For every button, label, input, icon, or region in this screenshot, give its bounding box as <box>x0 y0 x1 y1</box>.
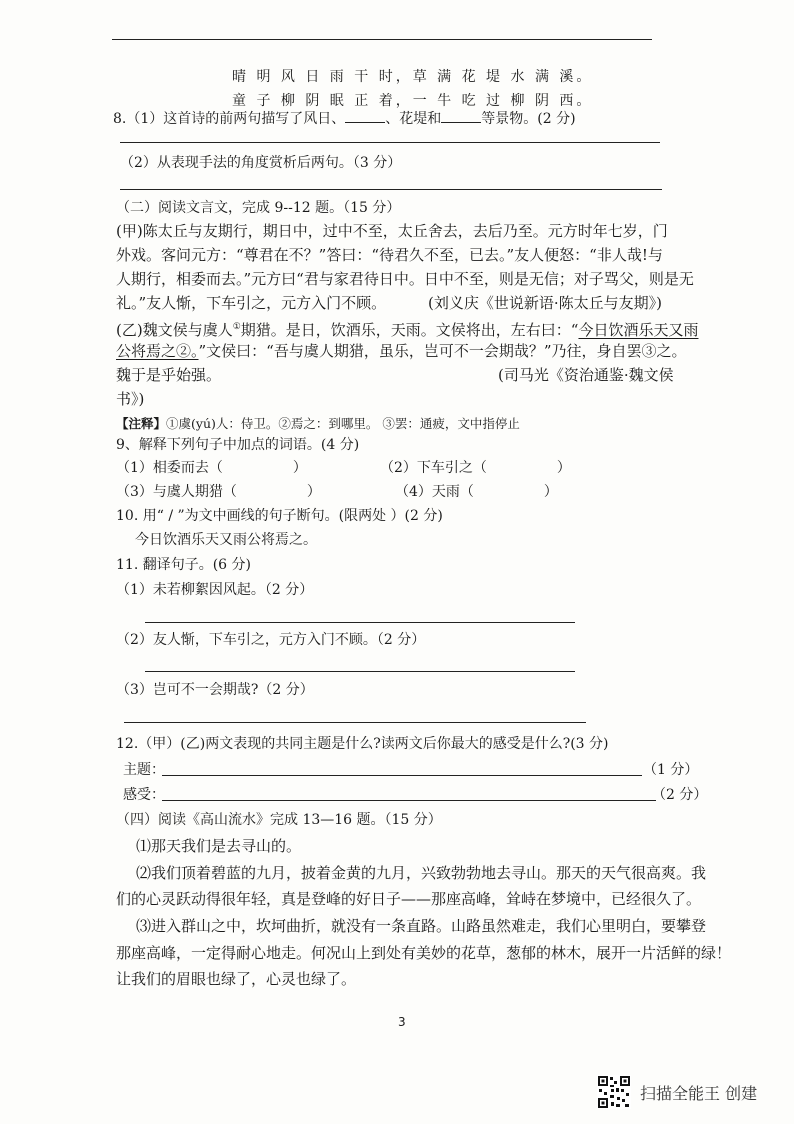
notes <box>116 414 520 432</box>
q8-part1-b: 、花堤和 <box>385 111 442 127</box>
yi-line-1-a: (乙)魏文侯与虞人 <box>116 321 233 339</box>
yi-underlined-2: 公将焉之②。 <box>116 342 199 360</box>
q11-title: 11. 翻译句子。(6 分) <box>116 557 251 573</box>
q8-part1 <box>113 108 576 129</box>
q10-title: 10. 用“ / ”为文中画线的句子断句。(限两处 ）(2 分) <box>116 508 443 524</box>
q12-feeling-score: （2 分） <box>652 787 708 803</box>
q9-title: 9、解释下列句子中加点的词语。(4 分) <box>116 437 360 453</box>
note-text: ①虞(yú)人：侍卫。②焉之：到哪里。 ③罢：通疲，文中指停止 <box>166 416 520 431</box>
q9-item-2 <box>380 458 571 478</box>
q9-item-3-close: ） <box>306 484 321 500</box>
q9-item-3 <box>116 482 321 502</box>
yi-line-3: 魏于是乎始强。 <box>116 366 222 384</box>
q12-feeling-line[interactable] <box>162 800 656 801</box>
note-label: 【注释】 <box>116 416 167 431</box>
jia-line-4: 礼。”友人惭，下车引之，元方入门不顾。 <box>116 294 387 312</box>
q9-blank-3[interactable] <box>237 482 307 496</box>
q9-blank-4[interactable] <box>474 482 544 496</box>
q9-item-1-close: ） <box>292 460 307 476</box>
q11-item-1: （1）未若柳絮因风起。（2 分） <box>116 582 314 598</box>
yi-source-1: (司马光《资治通鉴·魏文侯 <box>498 366 674 384</box>
q9-item-4 <box>395 482 558 502</box>
poem-line-2: 童 子 柳 阴 眠 正 着，一 牛 吃 过 柳 阴 西。 <box>232 93 594 109</box>
q8-blank-2[interactable] <box>441 108 481 123</box>
q9-item-4-close: ） <box>543 484 558 500</box>
yi-line-1 <box>116 316 698 341</box>
q11-answer-line-1[interactable] <box>145 622 575 623</box>
yi-underlined-1: 今日饮酒乐天又雨 <box>578 321 699 339</box>
article-para-3-line-1: ⑶进入群山之中，坎坷曲折，就没有一条直路。山路虽然难走，我们心里明白，要攀登 <box>136 917 707 935</box>
q9-item-1-label: （1）相委而去（ <box>116 460 223 476</box>
q9-blank-1[interactable] <box>223 458 293 472</box>
section4-heading: （四）阅读《高山流水》完成 13—16 题。（15 分） <box>116 812 442 828</box>
q12-theme-label: 主题： <box>123 762 165 778</box>
article-para-2-line-2: 们的心灵跃动得很年轻，真是登峰的好日子——那座高峰，耸峙在梦境中，已经很久了。 <box>116 890 702 908</box>
jia-line-1: (甲)陈太丘与友期行，期日中，过中不至，太丘舍去，去后乃至。元方时年七岁，门 <box>116 222 668 240</box>
scanner-watermark: 扫描全能王 创建 <box>640 1084 758 1103</box>
article-para-3-line-2: 那座高峰，一定得耐心地走。何况山上到处有美妙的花草，葱郁的林木，展开一片活鲜的绿！ <box>116 944 732 962</box>
q12-theme-score: （1 分） <box>643 762 699 778</box>
q9-blank-2[interactable] <box>487 458 557 472</box>
article-para-3-line-3: 让我们的眉眼也绿了，心灵也绿了。 <box>116 970 357 988</box>
section2-heading: （二）阅读文言文，完成 9--12 题。（15 分） <box>116 200 401 216</box>
q11-item-2: （2）友人惭，下车引之，元方入门不顾。（2 分） <box>116 632 426 648</box>
q8-part1-c: 等景物。(2 分) <box>481 111 576 127</box>
q8-part2: （2）从表现手法的角度赏析后两句。（3 分） <box>120 155 402 171</box>
yi-line-1-b: 期猎。是日，饮酒乐，天雨。文侯将出，左右曰：“ <box>240 321 579 339</box>
q8-answer-line-2[interactable] <box>120 189 662 190</box>
q11-answer-line-3[interactable] <box>124 722 586 723</box>
q12-feeling-label: 感受： <box>123 787 165 803</box>
yi-source-2: 书》) <box>116 390 145 408</box>
jia-line-3: 人期行，相委而去。”元方曰“君与家君待日中。日中不至，则是无信；对子骂父，则是无 <box>116 270 694 288</box>
q9-item-4-label: （4）天雨（ <box>395 484 474 500</box>
q9-item-2-close: ） <box>556 460 571 476</box>
yi-note-marker: ① <box>232 322 241 332</box>
q11-answer-line-2[interactable] <box>145 671 575 672</box>
article-para-2-line-1: ⑵我们顶着碧蓝的九月，披着金黄的九月，兴致勃勃地去寻山。那天的天气很高爽。我 <box>136 864 707 882</box>
q10-sentence: 今日饮酒乐天又雨公将焉之。 <box>135 532 317 548</box>
q8-part1-a: 8.（1）这首诗的前两句描写了风日、 <box>113 111 346 127</box>
jia-source: (刘义庆《世说新语·陈太丘与友期》) <box>428 294 662 312</box>
q11-item-3: （3）岂可不一会期哉?（2 分） <box>116 682 314 698</box>
top-answer-line <box>112 39 652 40</box>
poem-line-1: 晴 明 风 日 雨 干 时，草 满 花 堤 水 满 溪。 <box>232 69 594 85</box>
q8-blank-1[interactable] <box>345 108 385 123</box>
qr-code-icon[interactable] <box>597 1075 631 1109</box>
article-para-1: ⑴那天我们是去寻山的。 <box>136 837 302 855</box>
q9-item-3-label: （3）与虞人期猎（ <box>116 484 237 500</box>
q9-item-1 <box>116 458 307 478</box>
jia-line-2: 外戏。客问元方：“尊君在不？”答曰：“待君久不至，已去。”友人便怒：“非人哉!与 <box>116 246 663 264</box>
q9-item-2-label: （2）下车引之（ <box>380 460 487 476</box>
page-number: 3 <box>398 1015 406 1029</box>
q12-title: 12.（甲）(乙)两文表现的共同主题是什么?读两文后你最大的感受是什么?(3 分) <box>116 736 609 752</box>
q8-answer-line-1[interactable] <box>120 142 660 143</box>
yi-line-2 <box>116 340 687 362</box>
yi-line-2-b: ”文侯曰：“吾与虞人期猎，虽乐，岂可不一会期哉？”乃往，身自罢③之。 <box>198 342 687 360</box>
q12-theme-line[interactable] <box>162 775 642 776</box>
